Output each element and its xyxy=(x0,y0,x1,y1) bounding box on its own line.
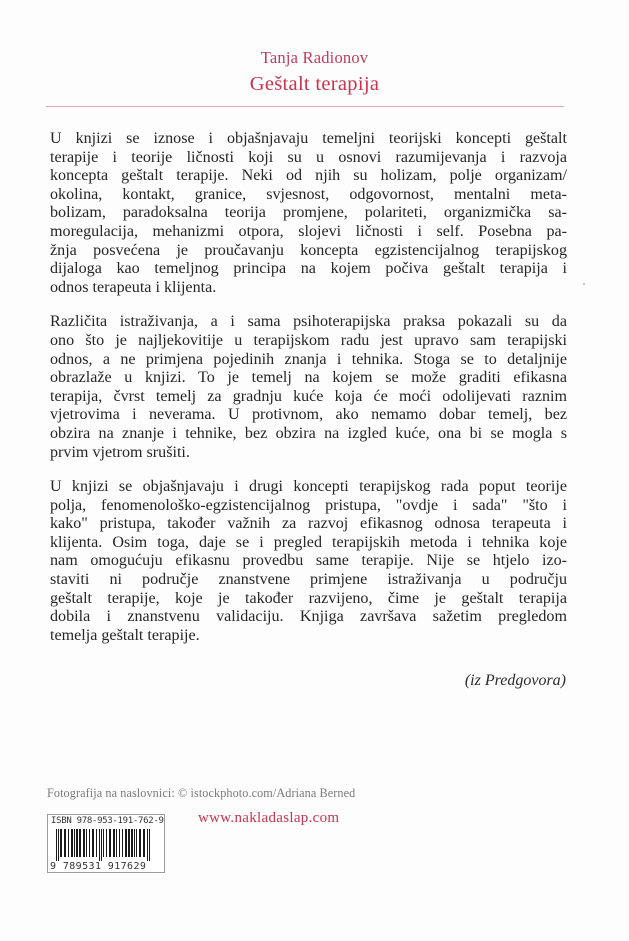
author-name: Tanja Radionov xyxy=(260,48,369,67)
text-line: žnja posvećena je proučavanju koncepta egzistencijalnog terapijskog xyxy=(50,241,567,259)
barcode-bar xyxy=(64,829,66,857)
header xyxy=(0,48,629,97)
paragraph-3 xyxy=(50,478,567,645)
text-line: okolina, kontakt, granice, svjesnost, odgovornost, mentalni meta- xyxy=(50,185,567,203)
text-line: polja, fenomenološko-egzistencijalnog pristupa, "ovdje i sada" "što i xyxy=(50,496,567,514)
photo-credit: Fotografija na naslovnici: © istockphoto.com/Adriana Berned xyxy=(47,786,356,800)
publisher-website: www.nakladaslap.com xyxy=(198,810,340,826)
text-line: terapija, čvrst temelj za gradnju kuće koja će moći odolijevati raznim xyxy=(50,387,567,405)
text-line: odnos terapeuta i klijenta. xyxy=(50,278,217,296)
text-line: staviti ni područje znanstvene primjene istraživanja u području xyxy=(50,571,567,589)
barcode-bar xyxy=(68,829,69,857)
barcode-bar xyxy=(76,829,78,857)
text-line: dobila i znanstvenu validaciju. Knjiga završava sažetim pregledom xyxy=(50,608,567,626)
barcode-bar xyxy=(125,829,127,857)
text-line: obzira na znanje i tehnike, bez obzira na izgled kuće, ona bi se mogla s xyxy=(50,424,567,442)
barcode-bar xyxy=(136,829,137,857)
text-line: klijenta. Osim toga, daje se i pregled terapijskih metoda i tehnika koje xyxy=(50,533,567,551)
barcode-bar xyxy=(106,829,107,857)
barcode-bar xyxy=(96,829,97,857)
barcode-bar xyxy=(113,829,115,857)
barcode-bar xyxy=(149,829,150,861)
barcode-bar xyxy=(131,829,133,857)
text-line: nam omogućuju efikasnu provedbu same terapije. Nije se htjelo izo- xyxy=(50,552,567,570)
text-line: geštalt terapije, koje je također razvijeno, čime je geštalt terapija xyxy=(50,589,567,607)
text-line: U knjizi se iznose i objašnjavaju temeljni teorijski koncepti geštalt xyxy=(50,130,567,147)
barcode-bar xyxy=(109,829,111,857)
text-line: vjetrovima i neverama. U protivnom, ako nemamo dobar temelj, bez xyxy=(50,406,567,424)
text-line: koncepta geštalt terapije. Neki od njih su holizam, polje organizam/ xyxy=(50,167,567,185)
isbn-barcode xyxy=(47,814,165,873)
text-line: Različita istraživanja, a i sama psihoterapijska praksa pokazali su da xyxy=(50,313,567,331)
barcode-bar xyxy=(134,829,135,857)
book-title: Geštalt terapija xyxy=(249,73,380,95)
isbn-label: ISBN 978-953-191-762-9 xyxy=(51,816,164,826)
ean-digits: 9 789531 917629 xyxy=(50,861,147,872)
text-line: dijaloga kao temeljnog principa na kojem počiva geštalt terapija i xyxy=(50,260,567,278)
barcode-bar xyxy=(60,829,62,857)
print-speck xyxy=(583,283,585,285)
barcode-bar xyxy=(139,829,141,857)
barcode-bar xyxy=(71,829,73,857)
text-line: moregulacija, mehanizmi otpora, slojevi ličnosti i self. Posebna pa- xyxy=(50,222,567,240)
barcode-bar xyxy=(74,829,75,857)
source-attribution: (iz Predgovora) xyxy=(464,672,566,689)
text-line: prvim vjetrom srušiti. xyxy=(50,443,190,461)
blurb-body xyxy=(50,130,567,661)
header-divider xyxy=(46,106,564,107)
barcode-bar xyxy=(83,829,85,857)
barcode-bar xyxy=(119,829,120,857)
barcode-bar xyxy=(92,829,94,857)
barcode-bar xyxy=(58,829,59,861)
barcode-bar xyxy=(79,829,81,857)
barcode-bar xyxy=(56,829,57,861)
barcode-bar xyxy=(89,829,90,857)
barcode-bar xyxy=(128,829,130,857)
barcode-bar xyxy=(147,829,148,861)
text-line: ono što je najljekovitije u terapijskom radu jest upravo sam terapijski xyxy=(50,331,567,349)
text-line: bolizam, paradoksalna teorija promjene, polariteti, organizmička sa- xyxy=(50,204,567,222)
barcode-bar xyxy=(99,829,100,861)
text-line: obrazlaže u knjizi. To je temelj na kojem se može graditi efikasna xyxy=(50,369,567,387)
barcode-bar xyxy=(116,829,117,857)
barcode-bars xyxy=(56,829,160,861)
text-line: kako" pristupa, također važnih za razvoj efikasnog odnosa terapeuta i xyxy=(50,515,567,533)
text-line: terapije i teorije ličnosti koji su u osnovi razumijevanja i razvoja xyxy=(50,148,567,166)
text-line: temelja geštalt terapije. xyxy=(50,626,200,644)
text-line: odnos, a ne primjena pojedinih znanja i tehnika. Stoga se to detaljnije xyxy=(50,350,567,368)
barcode-bar xyxy=(103,829,104,857)
barcode-bar xyxy=(143,829,145,857)
paragraph-1 xyxy=(50,130,567,297)
barcode-bar xyxy=(101,829,102,861)
paragraph-2 xyxy=(50,313,567,462)
text-line: U knjizi se objašnjavaju i drugi koncepti terapijskog rada poput teorije xyxy=(50,478,567,496)
barcode-bar xyxy=(86,829,87,857)
barcode-bar xyxy=(122,829,123,857)
